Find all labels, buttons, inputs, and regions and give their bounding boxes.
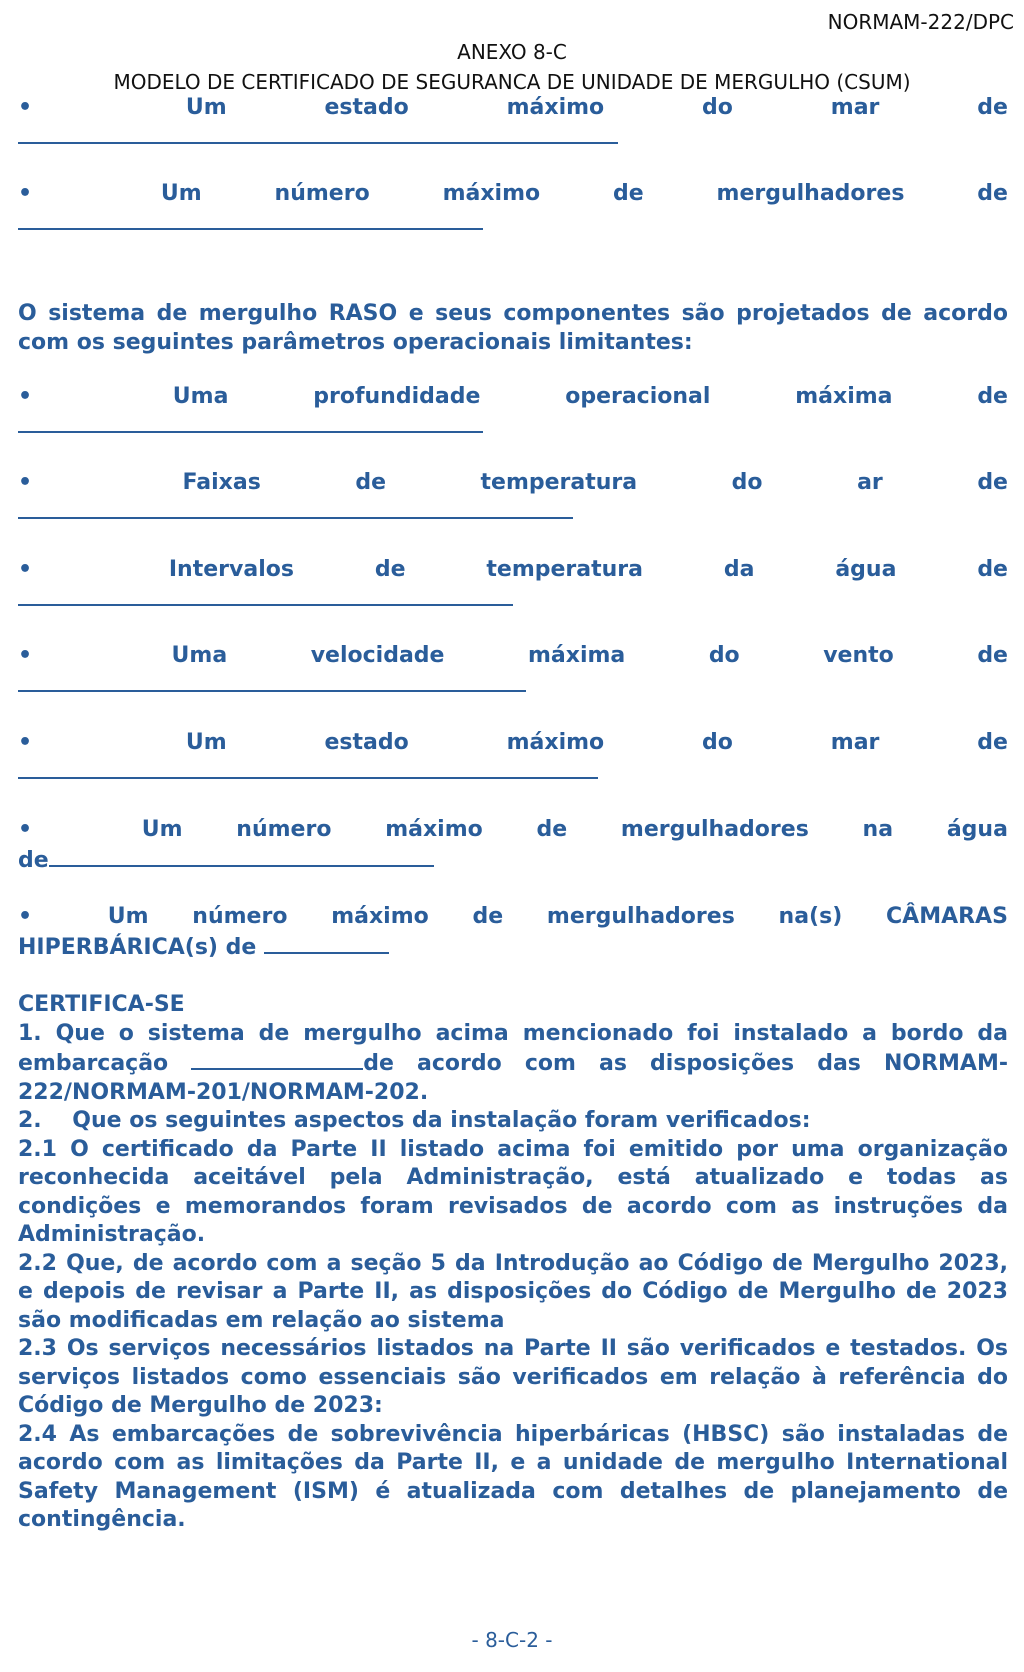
- raso-intro: O sistema de mergulho RASO e seus componentes são projetados de acordo com os seguintes parâmetros operacionais limitantes:: [18, 301, 1008, 355]
- annex-label: ANEXO 8-C: [457, 40, 567, 64]
- page-number: - 8-C-2 -: [471, 1628, 553, 1652]
- bullet-divers-in-chambers: • Um número máximo de mergulhadores na(s) CÂMARAS HIPERBÁRICA(s) de: [18, 904, 1008, 960]
- item-2-3: 2.3 Os serviços necessários listados na Parte II são verificados e testados. Os serviços listados como essenciais são verificados em relação à referência do Código de Mergulho de 2023:: [18, 1336, 1008, 1418]
- bullet-max-wind-speed: • Uma velocidade máxima do vento de: [18, 642, 1008, 692]
- certification-section: [18, 991, 1008, 1535]
- fill-in-line[interactable]: [18, 228, 483, 230]
- certificate-title: MODELO DE CERTIFICADO DE SEGURANCA DE UNIDADE DE MERGULHO (CSUM): [113, 70, 911, 94]
- bullet-max-sea-state-2: • Um estado máximo do mar de: [18, 729, 1008, 779]
- item-2: 2. Que os seguintes aspectos da instalação foram verificados:: [18, 1108, 811, 1133]
- bullet-max-divers: • Um número máximo de mergulhadores de: [18, 180, 1008, 230]
- bullet-dot: •: [18, 730, 33, 755]
- fill-in-line[interactable]: [49, 845, 434, 867]
- bullet-dot: •: [18, 470, 33, 495]
- item-1: 1. Que o sistema de mergulho acima mencionado foi instalado a bordo da embarcação de acordo com as disposições das NORMAM-222/NORMAM-201/NORMAM-202.: [18, 1020, 1008, 1105]
- bullet-dot: •: [18, 904, 33, 929]
- document-code: NORMAM-222/DPC: [827, 10, 1014, 34]
- bullet-dot: •: [18, 384, 33, 409]
- vessel-name-line[interactable]: [191, 1048, 363, 1070]
- bullet-dot: •: [18, 557, 33, 582]
- certifica-heading: CERTIFICA-SE: [18, 992, 185, 1017]
- bullet-divers-in-water: • Um número máximo de mergulhadores na água de: [18, 817, 1008, 873]
- bullet-air-temperature: • Faixas de temperatura do ar de: [18, 469, 1008, 519]
- fill-in-line[interactable]: [18, 431, 483, 433]
- bullet-dot: •: [18, 817, 33, 842]
- fill-in-line[interactable]: [18, 777, 598, 779]
- bullet-dot: •: [18, 181, 33, 206]
- bullet-dot: •: [18, 643, 33, 668]
- fill-in-line[interactable]: [264, 932, 389, 954]
- fill-in-line[interactable]: [18, 142, 618, 144]
- bullet-max-sea-state-1: • Um estado máximo do mar de: [18, 94, 1008, 144]
- bullet-max-depth: • Uma profundidade operacional máxima de: [18, 383, 1008, 433]
- fill-in-line[interactable]: [18, 517, 573, 519]
- item-2-2: 2.2 Que, de acordo com a seção 5 da Introdução ao Código de Mergulho 2023, e depois de revisar a Parte II, as disposições do Código de Mergulho de 2023 são modificadas em relação ao sistema: [18, 1250, 1008, 1333]
- item-2-4: 2.4 As embarcações de sobrevivência hiperbáricas (HBSC) são instaladas de acordo com as limitações da Parte II, e a unidade de mergulho International Safety Management (ISM) é atualizada com detalhes de planejamento de contingência.: [18, 1421, 1008, 1532]
- bullet-dot: •: [18, 95, 33, 120]
- fill-in-line[interactable]: [18, 690, 526, 692]
- item-2-1: 2.1 O certificado da Parte II listado acima foi emitido por uma organização reconhecida aceitável pela Administração, está atualizado e todas as condições e memorandos foram revisados de acordo com as instruções da Administração.: [18, 1136, 1008, 1247]
- bullet-water-temperature: • Intervalos de temperatura da água de: [18, 556, 1008, 606]
- fill-in-line[interactable]: [18, 604, 513, 606]
